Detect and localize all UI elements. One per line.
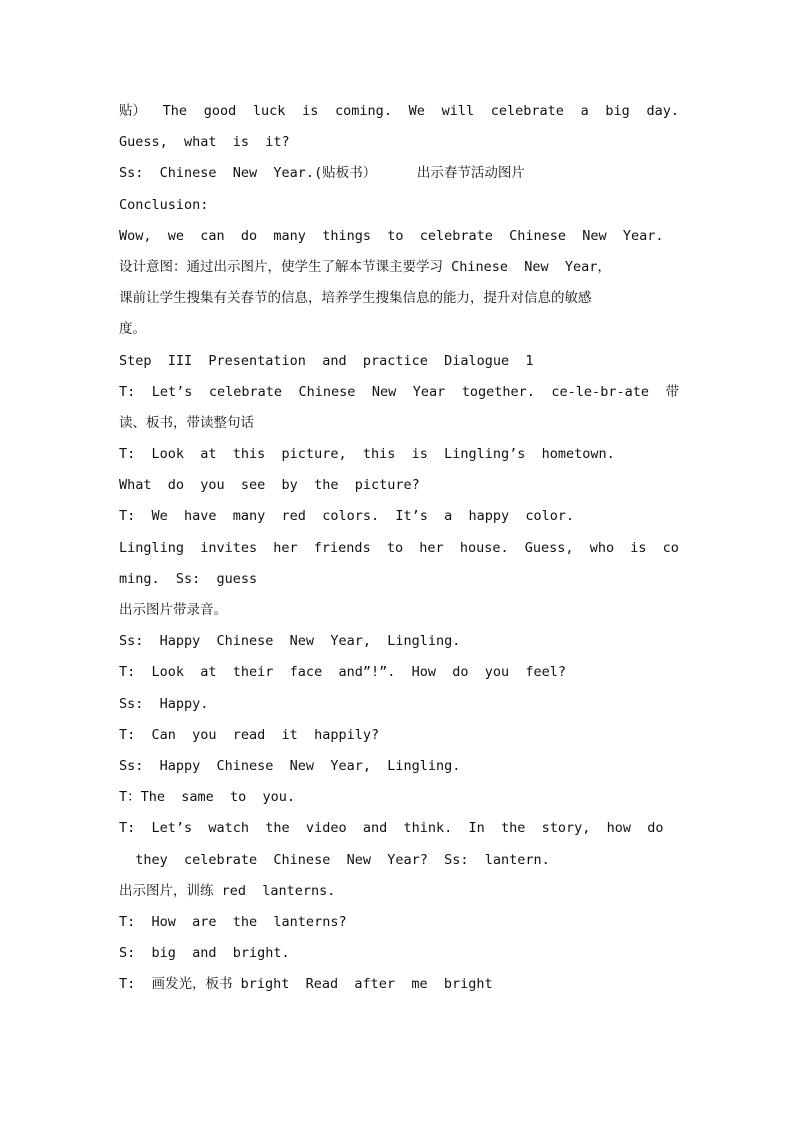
word: good	[203, 103, 237, 119]
word: New	[371, 383, 397, 400]
word: a	[580, 103, 589, 119]
word: house.	[459, 539, 509, 556]
text-line: 设计意图：通过出示图片，使学生了解本节课主要学习 Chinese New Year，	[119, 258, 611, 275]
text-line: Guess, what is it?	[119, 134, 290, 151]
text-line: T: Look at this picture, this is Lingling’s hometown.	[119, 446, 615, 463]
text-line: T: How are the lanterns?	[119, 913, 347, 930]
word: celebrate	[208, 383, 283, 400]
text-line: Ss: Happy Chinese New Year, Lingling.	[119, 757, 461, 774]
word: ce-le-br-ate	[551, 383, 649, 400]
text-line: T: Look at their face and”!”. How do you feel?	[119, 664, 567, 681]
text-line: Conclusion:	[119, 196, 209, 213]
word: is	[302, 103, 319, 119]
text-line: T: Can you read it happily?	[119, 726, 380, 743]
word: 带	[665, 383, 679, 400]
text-line	[119, 533, 679, 564]
text-line	[119, 377, 679, 408]
word: her	[419, 539, 444, 556]
word: Guess,	[524, 539, 574, 556]
text-line: What do you see by the picture?	[119, 477, 420, 494]
word: day.	[646, 103, 679, 119]
word: Lingling	[119, 539, 185, 556]
document-body	[119, 96, 679, 1000]
word: 贴）	[119, 103, 146, 119]
word: The	[162, 103, 188, 119]
text-line: T：The same to you.	[119, 789, 296, 806]
word: Year	[412, 383, 446, 400]
word: will	[441, 103, 475, 119]
text-line: T: 画发光，板书 bright Read after me bright	[119, 976, 493, 993]
text-line	[119, 96, 679, 127]
text-line: 出示图片，训练 red lanterns.	[119, 882, 336, 899]
word: together.	[461, 383, 535, 400]
word: to	[386, 539, 404, 556]
word: celebrate	[490, 103, 564, 119]
word: her	[273, 539, 298, 556]
word: We	[408, 103, 425, 119]
text-line: Ss: Happy Chinese New Year, Lingling.	[119, 633, 461, 650]
text-line: 课前让学生搜集有关春节的信息，培养学生搜集信息的能力，提升对信息的敏感	[119, 290, 592, 307]
word: big	[605, 103, 630, 119]
word: luck	[252, 103, 286, 119]
word: T:	[119, 383, 136, 400]
text-line: they celebrate Chinese New Year? Ss: lantern.	[119, 851, 550, 868]
word: invites	[200, 539, 258, 556]
word: who	[589, 539, 615, 556]
word: coming.	[335, 103, 392, 119]
word: Chinese	[298, 383, 356, 400]
text-line: 出示图片带录音。	[119, 602, 227, 618]
text-line: 度。	[119, 321, 146, 338]
word: is	[630, 539, 647, 556]
text-line: Step III Presentation and practice Dialogue 1	[119, 352, 534, 369]
text-line: 读、板书，带读整句话	[119, 414, 254, 431]
text-line: Wow, we can do many things to celebrate Chinese New Year.	[119, 227, 664, 244]
text-line: Ss: Chinese New Year.(贴板书） 出示春节活动图片	[119, 165, 525, 182]
text-line: Ss: Happy.	[119, 695, 209, 712]
text-line: S: big and bright.	[119, 945, 290, 962]
text-line: T: Let’s watch the video and think. In the story, how do	[119, 820, 664, 837]
word: Let’s	[151, 383, 193, 400]
word: friends	[313, 539, 371, 556]
word: co	[662, 539, 679, 556]
text-line: T: We have many red colors. It’s a happy color.	[119, 508, 575, 525]
text-line: ming. Ss: guess	[119, 570, 258, 587]
